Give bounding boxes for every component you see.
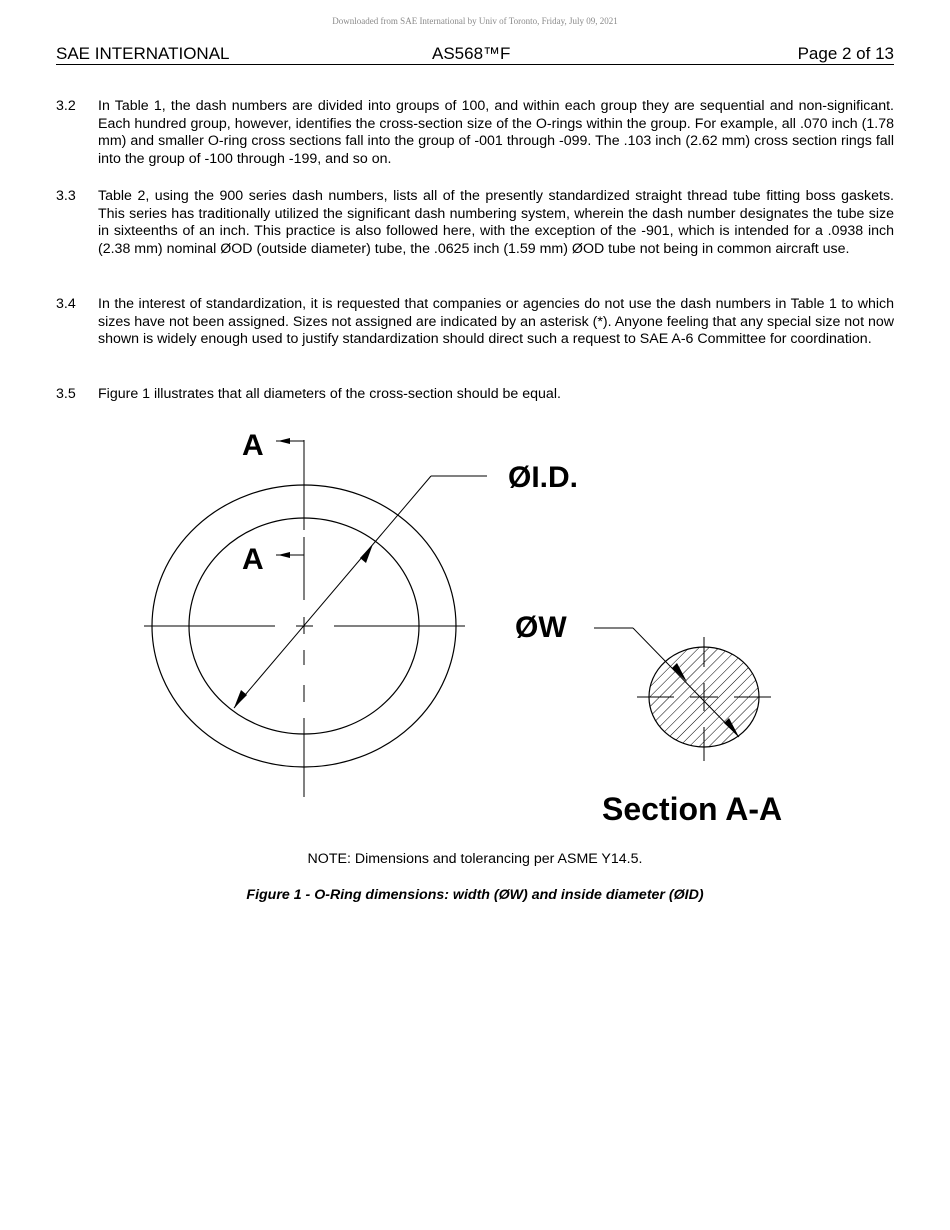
paragraph-number: 3.4 (56, 296, 76, 312)
paragraph-number: 3.2 (56, 98, 76, 114)
section-cut-top (276, 438, 304, 444)
download-watermark: Downloaded from SAE International by Univ of Toronto, Friday, July 09, 2021 (332, 16, 618, 26)
paragraph-text: In the interest of standardization, it is requested that companies or agencies do not use the dash numbers in Table 1 to which sizes have not been assigned. Sizes not assigned are indicated by an asterisk (*). Anyone feeling that any special size not now shown is widely enough used to justify standardization should direct such a request to SAE A-6 Committee for coordination. (98, 296, 894, 347)
publisher-name: SAE INTERNATIONAL (56, 44, 230, 63)
cross-section-a-a (637, 637, 771, 761)
ring-centerlines (144, 440, 465, 797)
section-title: Section A-A (602, 791, 783, 827)
section-marker-top: A (242, 429, 264, 462)
figure-note: NOTE: Dimensions and tolerancing per ASME Y14.5. (307, 851, 643, 867)
paragraph-text: Table 2, using the 900 series dash numbers, lists all of the presently standardized straight thread tube fitting boss gaskets. This series has traditionally utilized the significant dash numbering system, wherein the dash number designates the tube size in sixteenths of an inch. This practice is also followed here, with the exception of the -901, which is intended for a .0938 inch (2.38 mm) nominal ØOD (outside diameter) tube, the .0625 inch (1.59 mm) ØOD tube not being in common aircraft use. (98, 188, 894, 257)
section-cut-middle (276, 552, 304, 558)
paragraph-text: Figure 1 illustrates that all diameters of the cross-section should be equal. (98, 386, 561, 402)
paragraph-number: 3.3 (56, 188, 76, 204)
paragraph-number: 3.5 (56, 386, 76, 402)
paragraph-text: In Table 1, the dash numbers are divided into groups of 100, and within each group they are sequential and non-significant. Each hundred group, however, identifies the cross-section size of the O-rings within the group. For example, all .070 inch (1.78 mm) and smaller O-ring cross sections fall into the group of -001 through -099. The .103 inch (2.62 mm) cross section rings fall into the group of -100 through -199, and so on. (98, 98, 894, 167)
inside-diameter-label: ØI.D. (508, 461, 579, 494)
section-marker-middle: A (242, 543, 264, 576)
width-label: ØW (515, 611, 567, 644)
inside-diameter-dimension (234, 476, 487, 708)
page-number: Page 2 of 13 (797, 44, 894, 63)
figure-caption: Figure 1 - O-Ring dimensions: width (ØW) and inside diameter (ØID) (246, 887, 704, 903)
document-number: AS568™F (432, 44, 511, 63)
